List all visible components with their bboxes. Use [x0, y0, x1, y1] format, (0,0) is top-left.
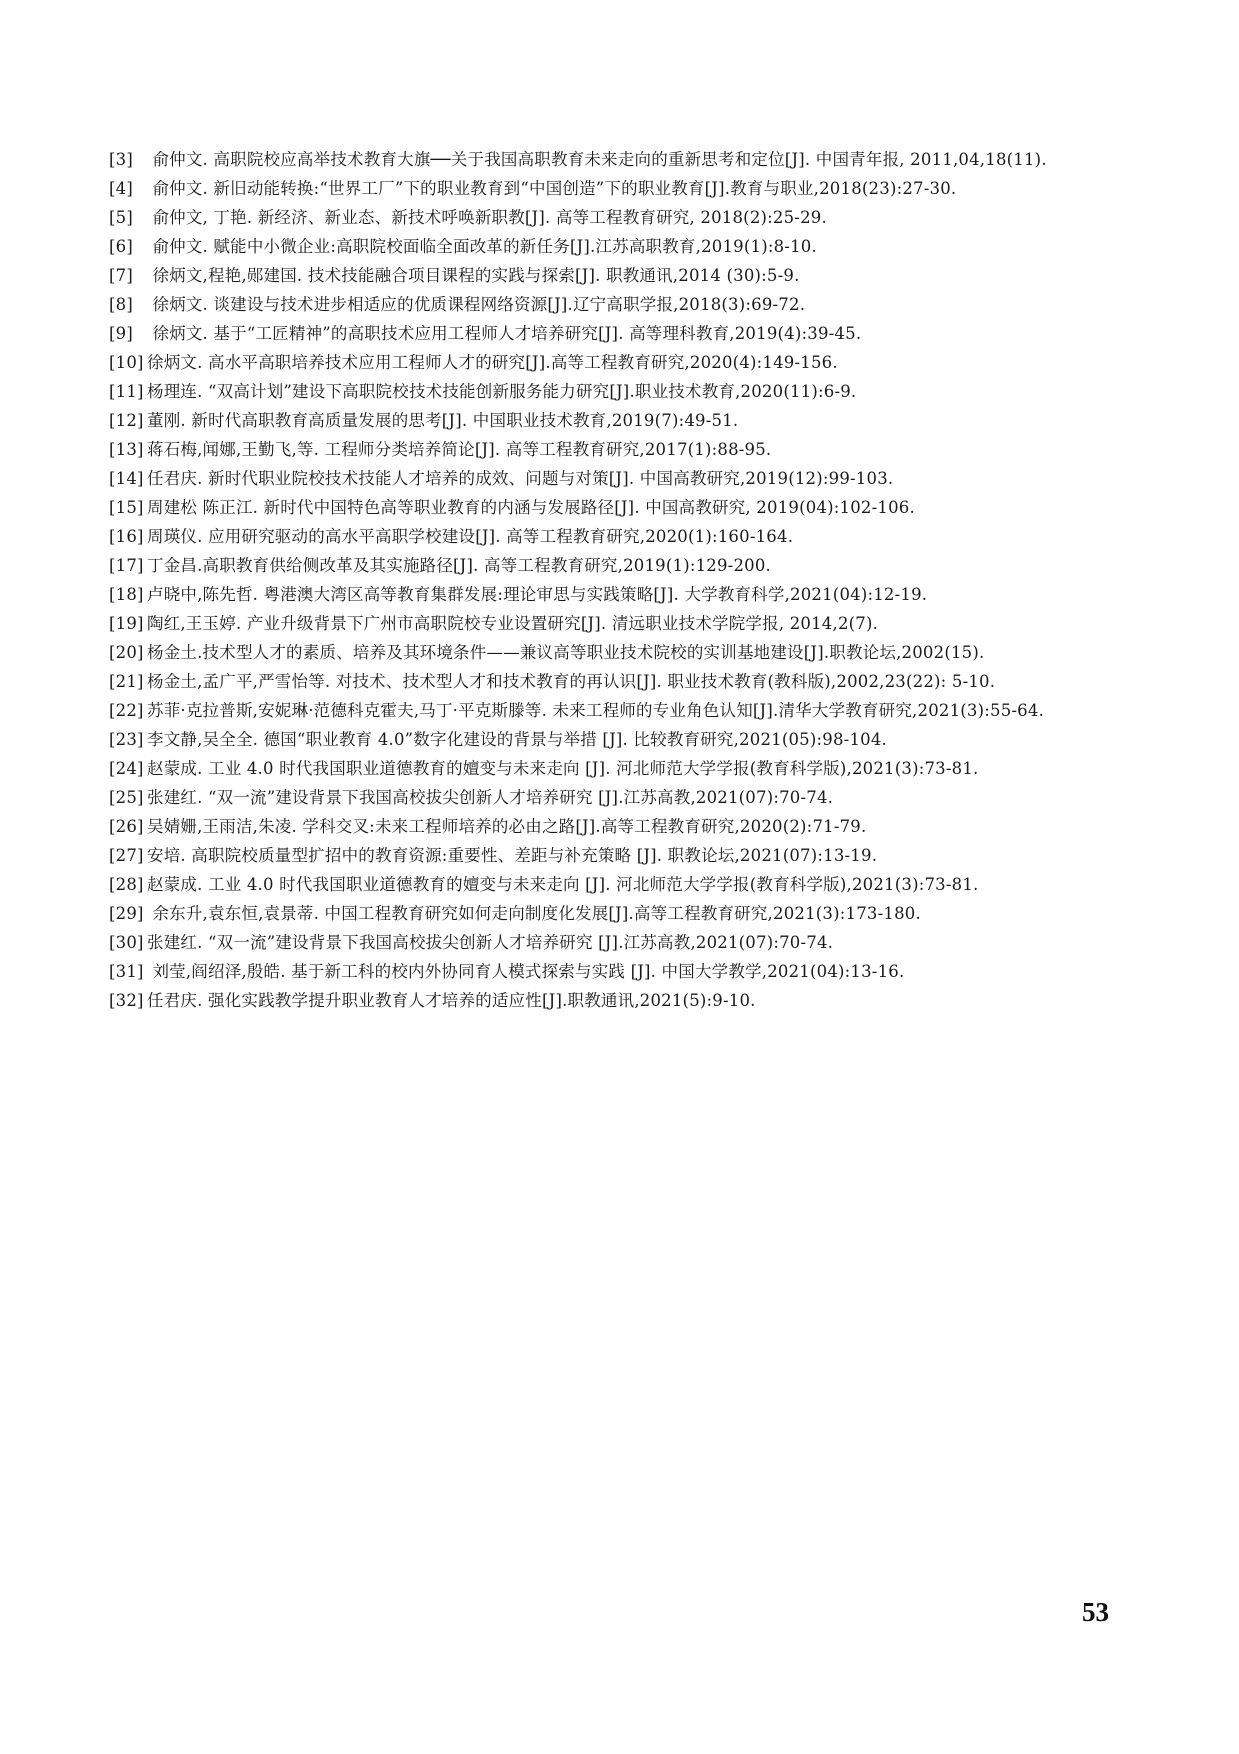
reference-text: 徐炳文. 谈建设与技术进步相适应的优质课程网络资源[J].辽宁高职学报,2018(3):69-72.	[147, 295, 806, 314]
reference-item: [28] 赵蒙成. 工业 4.0 时代我国职业道德教育的嬗变与未来走向 [J]. 河北师范大学学报(教育科学版),2021(3):73-81.	[109, 875, 979, 894]
reference-item: [20] 杨金土.技术型人才的素质、培养及其环境条件——兼议高等职业技术院校的实训基地建设[J].职教论坛,2002(15).	[109, 643, 985, 662]
reference-item: [32] 任君庆. 强化实践教学提升职业教育人才培养的适应性[J].职教通讯,2021(5):9-10.	[109, 991, 756, 1010]
reference-item: [7] 徐炳文,程艳,郧建国. 技术技能融合项目课程的实践与探索[J]. 职教通讯,2014 (30):5-9.	[109, 266, 800, 285]
reference-text: 赵蒙成. 工业 4.0 时代我国职业道德教育的嬗变与未来走向 [J]. 河北师范大学学报(教育科学版),2021(3):73-81.	[147, 759, 979, 778]
reference-item: [18] 卢晓中,陈先哲. 粤港澳大湾区高等教育集群发展:理论审思与实践策略[J]. 大学教育科学,2021(04):12-19.	[109, 585, 928, 604]
reference-text: 任君庆. 强化实践教学提升职业教育人才培养的适应性[J].职教通讯,2021(5):9-10.	[147, 991, 756, 1010]
reference-item: [4] 俞仲文. 新旧动能转换:“世界工厂”下的职业教育到“中国创造”下的职业教育[J].教育与职业,2018(23):27-30.	[109, 179, 957, 198]
reference-text: 卢晓中,陈先哲. 粤港澳大湾区高等教育集群发展:理论审思与实践策略[J]. 大学教育科学,2021(04):12-19.	[147, 585, 928, 604]
reference-text: 张建红. “双一流”建设背景下我国高校拔尖创新人才培养研究 [J].江苏高教,2021(07):70-74.	[147, 788, 834, 807]
reference-item: [13] 蒋石梅,闻娜,王勤飞,等. 工程师分类培养简论[J]. 高等工程教育研究,2017(1):88-95.	[109, 440, 772, 459]
reference-text: 徐炳文. 基于“工匠精神”的高职技术应用工程师人才培养研究[J]. 高等理科教育,2019(4):39-45.	[147, 324, 862, 343]
reference-text: 赵蒙成. 工业 4.0 时代我国职业道德教育的嬗变与未来走向 [J]. 河北师范大学学报(教育科学版),2021(3):73-81.	[147, 875, 979, 894]
reference-item: [21] 杨金土,孟广平,严雪怡等. 对技术、技术型人才和技术教育的再认识[J]. 职业技术教育(教科版),2002,23(22): 5-10.	[109, 672, 996, 691]
reference-text: 徐炳文. 高水平高职培养技术应用工程师人才的研究[J].高等工程教育研究,2020(4):149-156.	[147, 353, 838, 372]
reference-item: [3] 俞仲文. 高职院校应高举技术教育大旗──关于我国高职教育未来走向的重新思考和定位[J]. 中国青年报, 2011,04,18(11).	[109, 150, 1047, 169]
reference-text: 任君庆. 新时代职业院校技术技能人才培养的成效、问题与对策[J]. 中国高教研究,2019(12):99-103.	[147, 469, 894, 488]
reference-item: [23] 李文静,吴全全. 德国“职业教育 4.0”数字化建设的背景与举措 [J]. 比较教育研究,2021(05):98-104.	[109, 730, 887, 749]
reference-item: [16] 周瑛仪. 应用研究驱动的高水平高职学校建设[J]. 高等工程教育研究,2020(1):160-164.	[109, 527, 794, 546]
reference-text: 安培. 高职院校质量型扩招中的教育资源:重要性、差距与补充策略 [J]. 职教论坛,2021(07):13-19.	[147, 846, 878, 865]
reference-text: 周建松 陈正江. 新时代中国特色高等职业教育的内涵与发展路径[J]. 中国高教研究, 2019(04):102-106.	[147, 498, 915, 517]
reference-item: [8] 徐炳文. 谈建设与技术进步相适应的优质课程网络资源[J].辽宁高职学报,2018(3):69-72.	[109, 295, 806, 314]
reference-text: 余东升,袁东恒,袁景蒂. 中国工程教育研究如何走向制度化发展[J].高等工程教育研究,2021(3):173-180.	[147, 904, 921, 923]
reference-item	[147, 1017, 1109, 1043]
reference-item: [6] 俞仲文. 赋能中小微企业:高职院校面临全面改革的新任务[J].江苏高职教育,2019(1):8-10.	[109, 237, 817, 256]
reference-item: [11] 杨理连. “双高计划”建设下高职院校技术技能创新服务能力研究[J].职业技术教育,2020(11):6-9.	[109, 382, 857, 401]
reference-text: 丁金昌.高职教育供给侧改革及其实施路径[J]. 高等工程教育研究,2019(1):129-200.	[147, 556, 771, 575]
reference-text: 杨金土.技术型人才的素质、培养及其环境条件——兼议高等职业技术院校的实训基地建设[J].职教论坛,2002(15).	[147, 643, 985, 662]
reference-item: [26] 吴婧姗,王雨洁,朱凌. 学科交叉:未来工程师培养的必由之路[J].高等工程教育研究,2020(2):71-79.	[109, 817, 867, 836]
reference-text: 李文静,吴全全. 德国“职业教育 4.0”数字化建设的背景与举措 [J]. 比较教育研究,2021(05):98-104.	[147, 730, 887, 749]
reference-item: [29] 余东升,袁东恒,袁景蒂. 中国工程教育研究如何走向制度化发展[J].高等工程教育研究,2021(3):173-180.	[109, 904, 921, 923]
reference-text: 俞仲文. 新旧动能转换:“世界工厂”下的职业教育到“中国创造”下的职业教育[J].教育与职业,2018(23):27-30.	[147, 179, 957, 198]
reference-list	[109, 147, 1109, 1075]
reference-item: [19] 陶红,王玉婷. 产业升级背景下广州市高职院校专业设置研究[J]. 清远职业技术学院学报, 2014,2(7).	[109, 614, 879, 633]
reference-item: [22] 苏菲·克拉普斯,安妮琳·范德科克霍夫,马丁·平克斯滕等. 未来工程师的专业角色认知[J].清华大学教育研究,2021(3):55-64.	[109, 701, 1045, 720]
reference-text: 徐炳文,程艳,郧建国. 技术技能融合项目课程的实践与探索[J]. 职教通讯,2014 (30):5-9.	[147, 266, 800, 285]
reference-text: 陶红,王玉婷. 产业升级背景下广州市高职院校专业设置研究[J]. 清远职业技术学院学报, 2014,2(7).	[147, 614, 879, 633]
reference-text: 俞仲文. 赋能中小微企业:高职院校面临全面改革的新任务[J].江苏高职教育,2019(1):8-10.	[147, 237, 817, 256]
reference-item: [31] 刘莹,阎绍泽,殷皓. 基于新工科的校内外协同育人模式探索与实践 [J]. 中国大学教学,2021(04):13-16.	[109, 962, 905, 981]
reference-text: 张建红. “双一流”建设背景下我国高校拔尖创新人才培养研究 [J].江苏高教,2021(07):70-74.	[147, 933, 834, 952]
reference-item: [27] 安培. 高职院校质量型扩招中的教育资源:重要性、差距与补充策略 [J]. 职教论坛,2021(07):13-19.	[109, 846, 878, 865]
reference-text: 吴婧姗,王雨洁,朱凌. 学科交叉:未来工程师培养的必由之路[J].高等工程教育研究,2020(2):71-79.	[147, 817, 867, 836]
reference-text: 刘莹,阎绍泽,殷皓. 基于新工科的校内外协同育人模式探索与实践 [J]. 中国大学教学,2021(04):13-16.	[147, 962, 905, 981]
reference-item: [24] 赵蒙成. 工业 4.0 时代我国职业道德教育的嬗变与未来走向 [J]. 河北师范大学学报(教育科学版),2021(3):73-81.	[109, 759, 979, 778]
reference-text: 杨理连. “双高计划”建设下高职院校技术技能创新服务能力研究[J].职业技术教育,2020(11):6-9.	[147, 382, 857, 401]
reference-item: [15] 周建松 陈正江. 新时代中国特色高等职业教育的内涵与发展路径[J]. 中国高教研究, 2019(04):102-106.	[109, 498, 915, 517]
reference-text: 俞仲文, 丁艳. 新经济、新业态、新技术呼唤新职教[J]. 高等工程教育研究, 2018(2):25-29.	[147, 208, 827, 227]
reference-text: 董刚. 新时代高职教育高质量发展的思考[J]. 中国职业技术教育,2019(7):49-51.	[147, 411, 739, 430]
reference-item: [9] 徐炳文. 基于“工匠精神”的高职技术应用工程师人才培养研究[J]. 高等理科教育,2019(4):39-45.	[109, 324, 862, 343]
reference-item: [30] 张建红. “双一流”建设背景下我国高校拔尖创新人才培养研究 [J].江苏高教,2021(07):70-74.	[109, 933, 834, 952]
reference-item	[147, 1046, 1109, 1072]
reference-item: [5] 俞仲文, 丁艳. 新经济、新业态、新技术呼唤新职教[J]. 高等工程教育研究, 2018(2):25-29.	[109, 208, 827, 227]
reference-item: [12] 董刚. 新时代高职教育高质量发展的思考[J]. 中国职业技术教育,2019(7):49-51.	[109, 411, 739, 430]
reference-text: 蒋石梅,闻娜,王勤飞,等. 工程师分类培养简论[J]. 高等工程教育研究,2017(1):88-95.	[147, 440, 772, 459]
reference-text: 苏菲·克拉普斯,安妮琳·范德科克霍夫,马丁·平克斯滕等. 未来工程师的专业角色认知[J].清华大学教育研究,2021(3):55-64.	[147, 701, 1045, 720]
reference-text: 杨金土,孟广平,严雪怡等. 对技术、技术型人才和技术教育的再认识[J]. 职业技术教育(教科版),2002,23(22): 5-10.	[147, 672, 996, 691]
reference-item: [14] 任君庆. 新时代职业院校技术技能人才培养的成效、问题与对策[J]. 中国高教研究,2019(12):99-103.	[109, 469, 894, 488]
reference-text: 俞仲文. 高职院校应高举技术教育大旗──关于我国高职教育未来走向的重新思考和定位[J]. 中国青年报, 2011,04,18(11).	[147, 150, 1047, 169]
page-number: 53	[1082, 1597, 1109, 1627]
reference-item: [17] 丁金昌.高职教育供给侧改革及其实施路径[J]. 高等工程教育研究,2019(1):129-200.	[109, 556, 771, 575]
reference-item: [25] 张建红. “双一流”建设背景下我国高校拔尖创新人才培养研究 [J].江苏高教,2021(07):70-74.	[109, 788, 834, 807]
reference-text: 周瑛仪. 应用研究驱动的高水平高职学校建设[J]. 高等工程教育研究,2020(1):160-164.	[147, 527, 794, 546]
reference-item: [10] 徐炳文. 高水平高职培养技术应用工程师人才的研究[J].高等工程教育研究,2020(4):149-156.	[109, 353, 838, 372]
